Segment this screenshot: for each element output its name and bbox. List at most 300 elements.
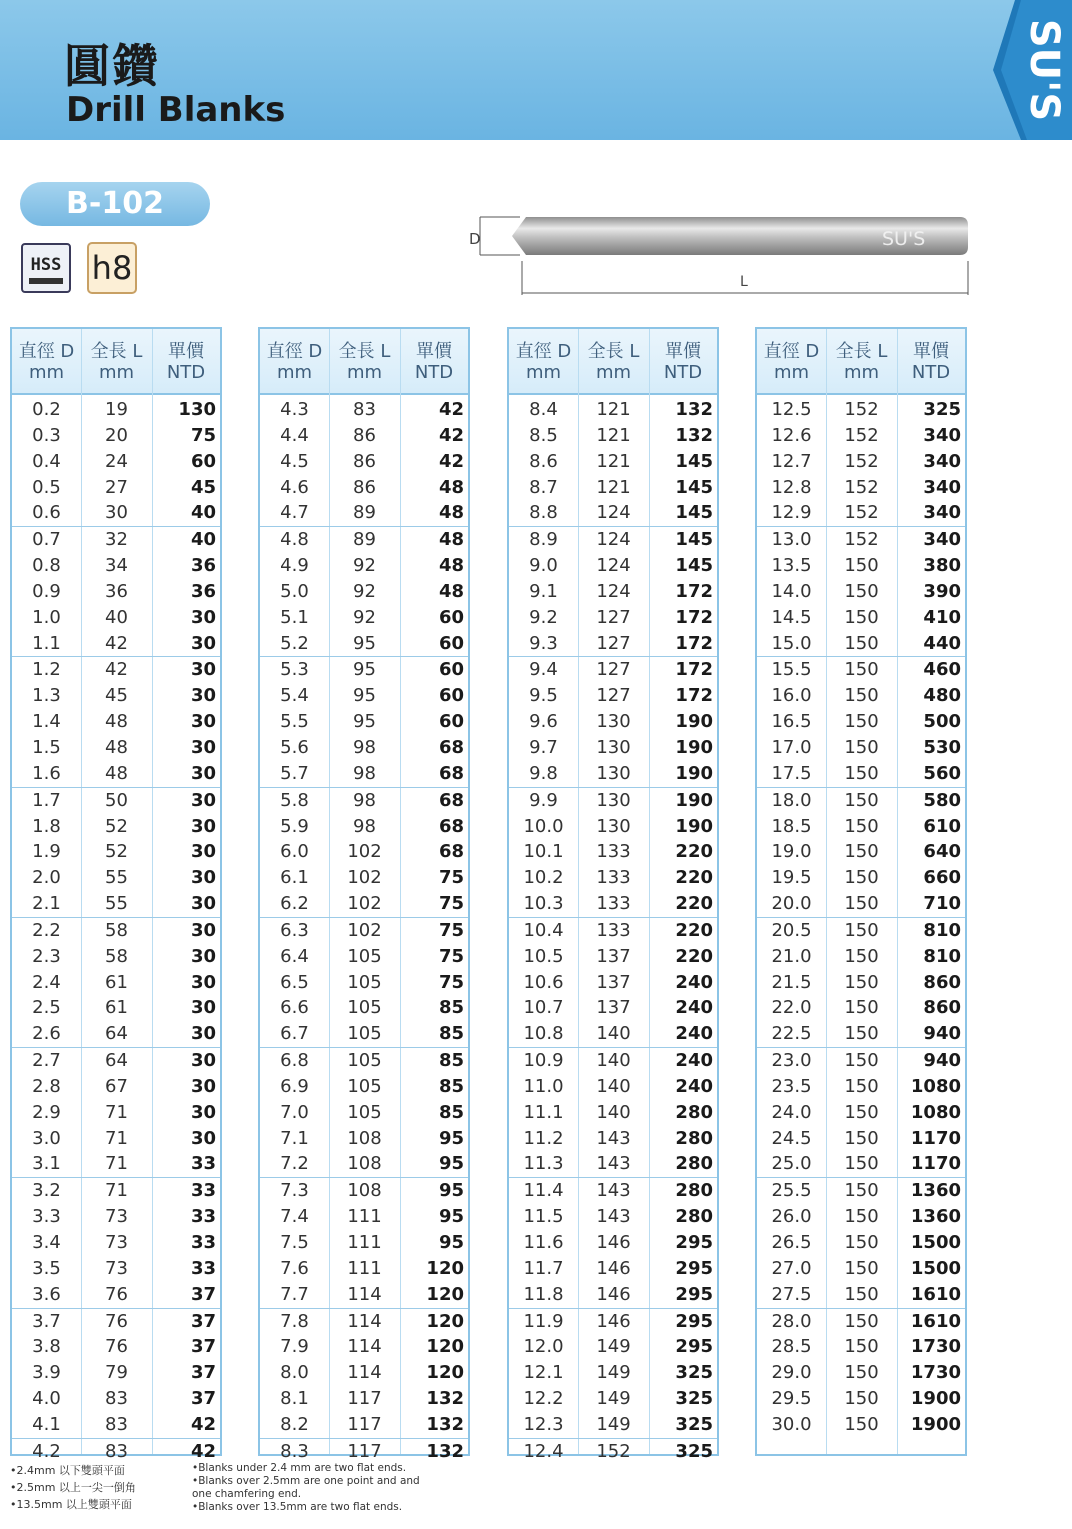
length-cell: 114	[347, 1283, 382, 1305]
length-cell: 137	[596, 997, 631, 1019]
header-text: 直徑 D	[266, 341, 323, 362]
price-cell: 295	[675, 1283, 713, 1305]
length-cell: 105	[347, 945, 382, 967]
table-row	[757, 397, 965, 423]
table-row	[509, 995, 717, 1021]
length-cell: 140	[596, 1075, 631, 1097]
table-row	[260, 500, 468, 527]
price-cell: 390	[923, 580, 961, 602]
table-row	[509, 1048, 717, 1074]
price-table-1	[10, 327, 222, 1462]
price-cell: 340	[923, 424, 961, 446]
length-cell: 124	[596, 580, 631, 602]
price-cell: 45	[190, 476, 216, 498]
table-row	[757, 1151, 965, 1178]
table-row	[509, 944, 717, 970]
price-cell: 33	[190, 1206, 216, 1228]
diameter-cell: 16.5	[771, 711, 812, 733]
length-cell: 150	[844, 1283, 879, 1305]
table-row	[12, 1178, 220, 1204]
diameter-cell: 2.3	[32, 945, 61, 967]
table-row	[509, 683, 717, 709]
price-cell: 33	[190, 1232, 216, 1253]
diameter-cell: 6.6	[280, 997, 309, 1019]
diameter-cell: 11.0	[523, 1075, 564, 1097]
diameter-cell: 9.8	[529, 762, 558, 784]
table-row	[12, 397, 220, 423]
note-line: •Blanks over 2.5mm are one point and and	[192, 1475, 420, 1487]
price-cell: 132	[426, 1440, 464, 1462]
diameter-cell: 7.4	[280, 1206, 309, 1228]
diameter-cell: 12.2	[523, 1388, 564, 1410]
header-cell-c3	[152, 341, 220, 383]
brand-logo	[993, 0, 1072, 140]
header-text: mm	[525, 362, 562, 383]
table-row	[757, 761, 965, 788]
diameter-cell: 11.6	[523, 1232, 564, 1253]
header-cell-c2	[578, 341, 649, 383]
table-row	[12, 891, 220, 918]
length-cell: 67	[105, 1075, 128, 1097]
diameter-cell: 4.7	[280, 502, 309, 524]
table-row	[757, 423, 965, 449]
diameter-cell: 8.1	[280, 1388, 309, 1410]
length-cell: 98	[353, 815, 376, 837]
table-row	[12, 735, 220, 761]
length-cell: 152	[596, 1440, 631, 1462]
table-row	[260, 1309, 468, 1335]
price-cell: 48	[438, 555, 464, 577]
length-cell: 150	[844, 736, 879, 758]
price-cell: 860	[923, 997, 961, 1019]
length-cell: 48	[105, 762, 128, 784]
price-cell: 30	[190, 1127, 216, 1149]
diameter-cell: 8.0	[280, 1362, 309, 1384]
price-cell: 240	[675, 1075, 713, 1097]
length-cell: 150	[844, 1413, 879, 1435]
table-row	[260, 1151, 468, 1178]
diameter-cell: 3.5	[32, 1257, 61, 1279]
diameter-cell: 10.2	[523, 867, 564, 889]
diameter-cell: 1.7	[32, 789, 61, 811]
price-cell: 30	[190, 762, 216, 784]
table-row	[12, 865, 220, 891]
price-cell: 68	[438, 762, 464, 784]
length-cell: 152	[844, 476, 879, 498]
price-table-2	[258, 327, 470, 1462]
length-cell: 143	[596, 1180, 631, 1202]
diameter-cell: 12.1	[523, 1362, 564, 1384]
length-cell: 130	[596, 789, 631, 811]
table-row	[509, 1230, 717, 1256]
diameter-cell: 12.8	[771, 476, 812, 498]
length-cell: 140	[596, 1101, 631, 1123]
length-cell: 105	[347, 1023, 382, 1045]
diameter-cell: 25.0	[771, 1153, 812, 1175]
length-cell: 149	[596, 1413, 631, 1435]
diameter-cell: 5.3	[280, 659, 309, 681]
header-text: NTD	[911, 362, 951, 383]
price-cell: 172	[675, 659, 713, 681]
diameter-cell: 7.1	[280, 1127, 309, 1149]
material-label: HSS	[30, 255, 62, 275]
table-row	[509, 865, 717, 891]
length-cell: 150	[844, 1127, 879, 1149]
price-cell: 30	[190, 945, 216, 967]
diameter-cell: 7.2	[280, 1153, 309, 1175]
table-row	[12, 1074, 220, 1100]
diameter-cell: 20.0	[771, 893, 812, 915]
length-cell: 133	[596, 841, 631, 863]
notes-english	[192, 1462, 420, 1514]
diameter-cell: 22.0	[771, 997, 812, 1019]
table-row	[509, 839, 717, 865]
length-cell: 76	[105, 1283, 128, 1305]
product-code-badge: B-102	[20, 182, 210, 226]
diameter-cell: 3.4	[32, 1232, 61, 1253]
price-cell: 240	[675, 971, 713, 993]
length-cell: 150	[844, 580, 879, 602]
length-cell: 121	[596, 424, 631, 446]
price-cell: 132	[426, 1388, 464, 1410]
header-text: 全長 L	[338, 341, 391, 362]
length-cell: 86	[353, 424, 376, 446]
table-row	[260, 788, 468, 814]
table-header	[12, 329, 220, 395]
price-cell: 325	[675, 1362, 713, 1384]
price-cell: 30	[190, 815, 216, 837]
table-row	[757, 1334, 965, 1360]
diameter-cell: 2.1	[32, 893, 61, 915]
header-text: 直徑 D	[515, 341, 572, 362]
header-cell-c1	[260, 341, 329, 383]
price-cell: 1730	[910, 1362, 961, 1384]
length-cell: 121	[596, 399, 631, 420]
header-text: mm	[346, 362, 383, 383]
table-row	[12, 1360, 220, 1386]
header-text: 單價	[416, 341, 452, 362]
length-cell: 127	[596, 606, 631, 628]
table-row	[260, 1256, 468, 1282]
table-row	[509, 423, 717, 449]
diameter-cell: 12.3	[523, 1413, 564, 1435]
table-body	[260, 397, 468, 1465]
table-row	[757, 500, 965, 527]
table-row	[757, 1412, 965, 1438]
diameter-cell: 5.1	[280, 606, 309, 628]
diameter-cell: 0.7	[32, 529, 61, 551]
table-row	[260, 944, 468, 970]
length-cell: 150	[844, 555, 879, 577]
diameter-cell: 5.4	[280, 685, 309, 707]
price-cell: 36	[190, 580, 216, 602]
price-cell: 48	[438, 476, 464, 498]
diameter-cell: 12.0	[523, 1336, 564, 1358]
price-cell: 580	[923, 789, 961, 811]
diameter-cell: 0.8	[32, 555, 61, 577]
diameter-cell: 2.4	[32, 971, 61, 993]
diameter-cell: 4.9	[280, 555, 309, 577]
price-cell: 190	[675, 736, 713, 758]
table-row	[757, 814, 965, 840]
diameter-cell: 7.5	[280, 1232, 309, 1253]
length-cell: 130	[596, 815, 631, 837]
table-row	[757, 709, 965, 735]
table-row	[509, 1204, 717, 1230]
table-row	[509, 1151, 717, 1178]
length-cell: 64	[105, 1050, 128, 1072]
price-cell: 120	[426, 1362, 464, 1384]
price-cell: 1170	[910, 1127, 961, 1149]
price-cell: 1360	[910, 1180, 961, 1202]
price-cell: 325	[675, 1388, 713, 1410]
table-row	[260, 1439, 468, 1465]
length-cell: 121	[596, 476, 631, 498]
diameter-cell: 10.4	[523, 919, 564, 941]
diameter-cell: 13.5	[771, 555, 812, 577]
price-cell: 120	[426, 1257, 464, 1279]
drill-blank-diagram	[460, 205, 980, 305]
header-text: 全長 L	[90, 341, 143, 362]
header-text: NTD	[166, 362, 206, 383]
diameter-cell: 9.2	[529, 606, 558, 628]
price-cell: 120	[426, 1283, 464, 1305]
diameter-cell: 24.5	[771, 1127, 812, 1149]
table-row	[12, 761, 220, 788]
diameter-cell: 8.5	[529, 424, 558, 446]
length-cell: 150	[844, 659, 879, 681]
price-cell: 640	[923, 841, 961, 863]
length-cell: 143	[596, 1127, 631, 1149]
diameter-cell: 7.7	[280, 1283, 309, 1305]
length-cell: 40	[105, 606, 128, 628]
price-cell: 130	[178, 399, 216, 420]
price-cell: 37	[190, 1336, 216, 1358]
price-cell: 60	[438, 659, 464, 681]
length-cell: 20	[105, 424, 128, 446]
header-cell-c3	[897, 341, 965, 383]
price-cell: 30	[190, 789, 216, 811]
table-row	[12, 709, 220, 735]
price-cell: 42	[190, 1413, 216, 1435]
price-cell: 75	[438, 893, 464, 915]
table-row	[12, 683, 220, 709]
length-cell: 130	[596, 736, 631, 758]
table-row	[757, 527, 965, 553]
table-row	[509, 1386, 717, 1412]
price-cell: 240	[675, 1050, 713, 1072]
length-cell: 83	[105, 1413, 128, 1435]
length-cell: 98	[353, 736, 376, 758]
length-cell: 143	[596, 1153, 631, 1175]
title-chinese: 圓鑽	[64, 39, 160, 93]
table-row	[12, 423, 220, 449]
diameter-cell: 25.5	[771, 1180, 812, 1202]
length-cell: 105	[347, 971, 382, 993]
diameter-cell: 8.4	[529, 399, 558, 420]
table-header	[509, 329, 717, 395]
table-row	[509, 605, 717, 631]
length-label: L	[740, 274, 748, 290]
header-text: 單價	[665, 341, 701, 362]
length-cell: 92	[353, 580, 376, 602]
table-row	[757, 995, 965, 1021]
price-cell: 810	[923, 945, 961, 967]
note-line: •Blanks under 2.4 mm are two flat ends.	[192, 1462, 407, 1474]
price-cell: 325	[923, 399, 961, 420]
diameter-cell: 0.6	[32, 502, 61, 524]
price-cell: 33	[190, 1257, 216, 1279]
length-cell: 73	[105, 1206, 128, 1228]
diameter-cell: 21.5	[771, 971, 812, 993]
price-cell: 42	[438, 450, 464, 472]
price-cell: 75	[438, 945, 464, 967]
price-cell: 30	[190, 685, 216, 707]
table-row	[260, 1178, 468, 1204]
price-cell: 60	[438, 711, 464, 733]
price-cell: 240	[675, 1023, 713, 1045]
price-cell: 340	[923, 529, 961, 551]
price-cell: 220	[675, 919, 713, 941]
diameter-cell: 7.9	[280, 1336, 309, 1358]
table-row	[509, 1360, 717, 1386]
length-cell: 95	[353, 659, 376, 681]
length-cell: 108	[347, 1127, 382, 1149]
price-cell: 68	[438, 736, 464, 758]
price-cell: 60	[190, 450, 216, 472]
diameter-cell: 9.5	[529, 685, 558, 707]
length-cell: 150	[844, 1232, 879, 1253]
price-cell: 48	[438, 502, 464, 524]
diameter-cell: 9.6	[529, 711, 558, 733]
header-cell-c1	[757, 341, 826, 383]
length-cell: 32	[105, 529, 128, 551]
length-cell: 71	[105, 1180, 128, 1202]
length-cell: 24	[105, 450, 128, 472]
diameter-cell: 1.9	[32, 841, 61, 863]
price-cell: 85	[438, 1101, 464, 1123]
price-cell: 480	[923, 685, 961, 707]
table-row	[509, 1334, 717, 1360]
diameter-cell: 14.5	[771, 606, 812, 628]
diameter-cell: 3.6	[32, 1283, 61, 1305]
length-cell: 149	[596, 1362, 631, 1384]
price-cell: 75	[190, 424, 216, 446]
diameter-cell: 4.4	[280, 424, 309, 446]
table-row	[12, 1282, 220, 1309]
length-cell: 108	[347, 1180, 382, 1202]
price-cell: 172	[675, 606, 713, 628]
price-cell: 85	[438, 1075, 464, 1097]
table-row	[509, 918, 717, 944]
length-cell: 50	[105, 789, 128, 811]
price-cell: 40	[190, 502, 216, 524]
table-row	[509, 631, 717, 658]
diameter-cell: 5.8	[280, 789, 309, 811]
price-cell: 280	[675, 1180, 713, 1202]
diameter-cell: 2.2	[32, 919, 61, 941]
diameter-cell: 1.4	[32, 711, 61, 733]
table-row	[260, 657, 468, 683]
price-cell: 95	[438, 1206, 464, 1228]
length-cell: 149	[596, 1388, 631, 1410]
table-row	[509, 579, 717, 605]
note-line: •13.5mm 以上雙頭平面	[10, 1498, 132, 1511]
table-row	[260, 709, 468, 735]
header-cell-c2	[826, 341, 897, 383]
table-row	[260, 527, 468, 553]
table-row	[757, 1048, 965, 1074]
diameter-cell: 3.7	[32, 1310, 61, 1332]
diameter-cell: 30.0	[771, 1413, 812, 1435]
price-cell: 60	[438, 632, 464, 654]
table-row	[757, 839, 965, 865]
length-cell: 89	[353, 529, 376, 551]
diameter-cell: 15.5	[771, 659, 812, 681]
table-row	[757, 865, 965, 891]
length-cell: 52	[105, 841, 128, 863]
table-row	[260, 1100, 468, 1126]
table-row	[509, 788, 717, 814]
table-body	[12, 397, 220, 1465]
length-cell: 124	[596, 555, 631, 577]
diameter-cell: 29.5	[771, 1388, 812, 1410]
header-text: 單價	[168, 341, 204, 362]
diameter-cell: 28.5	[771, 1336, 812, 1358]
diameter-cell: 6.7	[280, 1023, 309, 1045]
diameter-cell: 8.2	[280, 1413, 309, 1435]
table-row	[12, 449, 220, 475]
table-row	[757, 1178, 965, 1204]
price-cell: 410	[923, 606, 961, 628]
price-cell: 340	[923, 450, 961, 472]
table-row	[12, 970, 220, 996]
price-cell: 48	[438, 529, 464, 551]
table-row	[260, 761, 468, 788]
diameter-cell: 10.3	[523, 893, 564, 915]
diameter-cell: 8.9	[529, 529, 558, 551]
table-row	[12, 1230, 220, 1256]
table-row	[260, 1048, 468, 1074]
diameter-cell: 4.0	[32, 1388, 61, 1410]
table-row	[757, 657, 965, 683]
price-cell: 95	[438, 1180, 464, 1202]
length-cell: 108	[347, 1153, 382, 1175]
diameter-cell: 11.5	[523, 1206, 564, 1228]
table-row	[757, 1256, 965, 1282]
price-cell: 30	[190, 1101, 216, 1123]
length-cell: 137	[596, 971, 631, 993]
diameter-cell: 12.5	[771, 399, 812, 420]
table-row	[509, 553, 717, 579]
length-cell: 79	[105, 1362, 128, 1384]
table-row	[757, 788, 965, 814]
diameter-cell: 12.9	[771, 502, 812, 524]
length-cell: 86	[353, 476, 376, 498]
length-cell: 102	[347, 919, 382, 941]
length-cell: 19	[105, 399, 128, 420]
length-cell: 150	[844, 711, 879, 733]
length-cell: 102	[347, 893, 382, 915]
diameter-cell: 11.2	[523, 1127, 564, 1149]
diameter-cell: 6.8	[280, 1050, 309, 1072]
price-cell: 120	[426, 1310, 464, 1332]
table-row	[260, 814, 468, 840]
table-row	[260, 1230, 468, 1256]
price-cell: 120	[426, 1336, 464, 1358]
length-cell: 146	[596, 1257, 631, 1279]
diameter-cell: 6.9	[280, 1075, 309, 1097]
